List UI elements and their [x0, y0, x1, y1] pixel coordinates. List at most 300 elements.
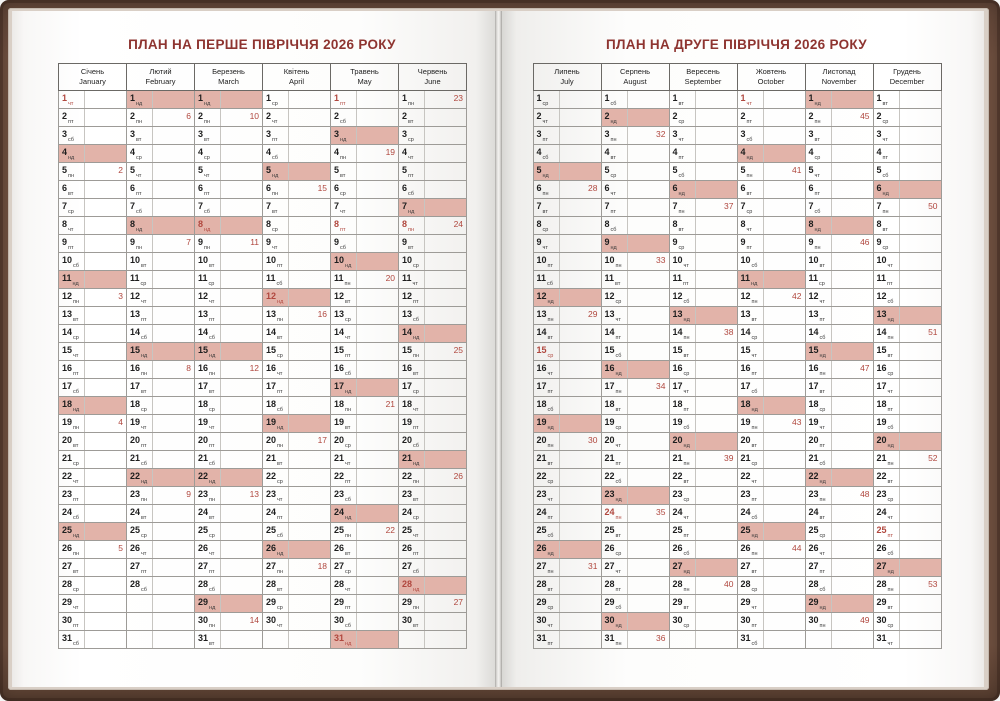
day-cell-july-18: 18сб [533, 397, 559, 415]
day-cell-january-10: 10сб [59, 253, 85, 271]
day-cell-november-20: 20пт [805, 433, 831, 451]
day-cell-september-20: 20нд [669, 433, 695, 451]
notes-cell-may-14 [357, 325, 399, 343]
week-number: 39 [724, 453, 734, 463]
day-cell-march-29: 29нд [195, 595, 221, 613]
day-cell-january-3: 3сб [59, 127, 85, 145]
notes-cell-november-15 [831, 343, 873, 361]
day-cell-september-7: 7пн [669, 199, 695, 217]
day-cell-july-25: 25сб [533, 523, 559, 541]
day-cell-april-18: 18сб [263, 397, 289, 415]
day-cell-november-23: 23пн [805, 487, 831, 505]
notes-cell-june-11 [425, 271, 467, 289]
day-cell-february-25: 25ср [127, 523, 153, 541]
day-cell-july-28: 28вт [533, 577, 559, 595]
notes-cell-january-1 [85, 91, 127, 109]
notes-cell-april-12 [289, 289, 331, 307]
notes-cell-august-10 [627, 253, 669, 271]
day-cell-january-13: 13вт [59, 307, 85, 325]
notes-cell-january-2 [85, 109, 127, 127]
notes-cell-december-3 [899, 127, 941, 145]
day-cell-march-27: 27пт [195, 559, 221, 577]
day-cell-november-25: 25ср [805, 523, 831, 541]
day-cell-august-18: 18вт [601, 397, 627, 415]
day-cell-august-1: 1сб [601, 91, 627, 109]
day-cell-december-27: 27нд [873, 559, 899, 577]
day-cell-january-21: 21ср [59, 451, 85, 469]
notes-cell-august-21 [627, 451, 669, 469]
notes-cell-september-10 [695, 253, 737, 271]
notes-cell-october-28 [763, 577, 805, 595]
notes-cell-january-16 [85, 361, 127, 379]
notes-cell-may-29 [357, 595, 399, 613]
notes-cell-may-30 [357, 613, 399, 631]
day-cell-november-15: 15нд [805, 343, 831, 361]
notes-cell-february-10 [153, 253, 195, 271]
day-cell-may-3: 3нд [331, 127, 357, 145]
day-cell-november-21: 21сб [805, 451, 831, 469]
notes-cell-october-27 [763, 559, 805, 577]
day-cell-june-5: 5пт [399, 163, 425, 181]
day-cell-december-5: 5сб [873, 163, 899, 181]
notes-cell-march-31 [221, 631, 263, 649]
day-cell-september-3: 3чт [669, 127, 695, 145]
notes-cell-january-4 [85, 145, 127, 163]
day-cell-january-27: 27вт [59, 559, 85, 577]
notes-cell-june-17 [425, 379, 467, 397]
notes-cell-august-13 [627, 307, 669, 325]
day-cell-november-9: 9пн [805, 235, 831, 253]
day-cell-january-28: 28ср [59, 577, 85, 595]
notes-cell-january-19 [85, 415, 127, 433]
calendar-table-second-half [533, 63, 942, 649]
day-cell-august-5: 5ср [601, 163, 627, 181]
month-header-september: Вересень September [669, 64, 737, 91]
day-cell-september-14: 14пн [669, 325, 695, 343]
week-number: 41 [792, 165, 802, 175]
day-cell-february-20: 20пт [127, 433, 153, 451]
day-cell-october-18: 18нд [737, 397, 763, 415]
notes-cell-december-27 [899, 559, 941, 577]
notes-cell-july-6 [559, 181, 601, 199]
day-cell-december-7: 7пн [873, 199, 899, 217]
day-cell-may-26: 26вт [331, 541, 357, 559]
day-cell-september-5: 5сб [669, 163, 695, 181]
day-cell-april-3: 3пт [263, 127, 289, 145]
day-cell-march-3: 3вт [195, 127, 221, 145]
notes-cell-february-8 [153, 217, 195, 235]
day-cell-april-19: 19нд [263, 415, 289, 433]
day-cell-january-26: 26пн [59, 541, 85, 559]
week-number: 2 [118, 165, 123, 175]
notes-cell-december-17 [899, 379, 941, 397]
notes-cell-april-26 [289, 541, 331, 559]
day-cell-march-17: 17вт [195, 379, 221, 397]
notes-cell-march-8 [221, 217, 263, 235]
notes-cell-march-6 [221, 181, 263, 199]
week-number: 21 [385, 399, 396, 409]
day-cell-june-27: 27сб [399, 559, 425, 577]
day-cell-may-2: 2сб [331, 109, 357, 127]
notes-cell-june-3 [425, 127, 467, 145]
week-number: 14 [249, 615, 260, 625]
notes-cell-april-27 [289, 559, 331, 577]
notes-cell-december-25 [899, 523, 941, 541]
day-cell-september-30: 30ср [669, 613, 695, 631]
day-cell-september-21: 21пн [669, 451, 695, 469]
notes-cell-february-18 [153, 397, 195, 415]
notes-cell-august-28 [627, 577, 669, 595]
notes-cell-may-11 [357, 271, 399, 289]
notes-cell-october-22 [763, 469, 805, 487]
day-cell-august-27: 27чт [601, 559, 627, 577]
month-header-may: Травень May [331, 64, 399, 91]
day-cell-august-13: 13чт [601, 307, 627, 325]
week-number: 3 [118, 291, 123, 301]
day-cell-september-29: 29вт [669, 595, 695, 613]
notes-cell-december-19 [899, 415, 941, 433]
day-cell-may-15: 15пт [331, 343, 357, 361]
day-cell-february-9: 9пн [127, 235, 153, 253]
notes-cell-may-31 [357, 631, 399, 649]
week-number: 28 [588, 183, 598, 193]
day-cell-june-9: 9вт [399, 235, 425, 253]
notes-cell-december-18 [899, 397, 941, 415]
notes-cell-july-3 [559, 127, 601, 145]
notes-cell-may-13 [357, 307, 399, 325]
notes-cell-october-13 [763, 307, 805, 325]
day-cell-june-10: 10ср [399, 253, 425, 271]
notes-cell-december-13 [899, 307, 941, 325]
notes-cell-april-17 [289, 379, 331, 397]
notes-cell-december-14 [899, 325, 941, 343]
day-cell-april-16: 16чт [263, 361, 289, 379]
day-cell-june-4: 4чт [399, 145, 425, 163]
week-number: 18 [317, 561, 328, 571]
notes-cell-july-23 [559, 487, 601, 505]
notes-cell-august-18 [627, 397, 669, 415]
notes-cell-february-9 [153, 235, 195, 253]
notes-cell-june-21 [425, 451, 467, 469]
notes-cell-december-23 [899, 487, 941, 505]
day-cell-july-9: 9чт [533, 235, 559, 253]
day-cell-december-10: 10чт [873, 253, 899, 271]
notes-cell-september-22 [695, 469, 737, 487]
week-number: 31 [588, 561, 598, 571]
notes-cell-april-9 [289, 235, 331, 253]
empty-cell [127, 631, 153, 649]
notes-cell-september-27 [695, 559, 737, 577]
notes-cell-february-25 [153, 523, 195, 541]
day-cell-december-2: 2ср [873, 109, 899, 127]
day-cell-november-13: 13пт [805, 307, 831, 325]
month-header-november: Листопад November [805, 64, 873, 91]
day-cell-october-31: 31сб [737, 631, 763, 649]
page-title: ПЛАН НА ДРУГЕ ПІВРІЧЧЯ 2026 РОКУ [606, 37, 867, 52]
day-cell-september-4: 4пт [669, 145, 695, 163]
month-header-august: Серпень August [601, 64, 669, 91]
notes-cell-march-16 [221, 361, 263, 379]
notes-cell-october-30 [763, 613, 805, 631]
day-cell-october-3: 3сб [737, 127, 763, 145]
day-cell-november-8: 8нд [805, 217, 831, 235]
day-cell-march-24: 24вт [195, 505, 221, 523]
notes-cell-september-25 [695, 523, 737, 541]
notes-cell-november-5 [831, 163, 873, 181]
week-number: 13 [249, 489, 260, 499]
notes-cell-march-20 [221, 433, 263, 451]
month-header-june: Червень June [399, 64, 467, 91]
day-cell-january-12: 12пн [59, 289, 85, 307]
notes-cell-may-20 [357, 433, 399, 451]
day-cell-october-2: 2пт [737, 109, 763, 127]
notes-cell-november-26 [831, 541, 873, 559]
day-cell-august-22: 22сб [601, 469, 627, 487]
notes-cell-april-13 [289, 307, 331, 325]
notes-cell-december-26 [899, 541, 941, 559]
day-cell-january-22: 22чт [59, 469, 85, 487]
day-cell-july-14: 14вт [533, 325, 559, 343]
week-number: 15 [317, 183, 328, 193]
notes-cell-june-8 [425, 217, 467, 235]
day-cell-december-1: 1вт [873, 91, 899, 109]
week-number: 12 [249, 363, 260, 373]
notes-cell-december-8 [899, 217, 941, 235]
notes-cell-january-6 [85, 181, 127, 199]
notes-cell-june-24 [425, 505, 467, 523]
day-cell-february-27: 27пт [127, 559, 153, 577]
notes-cell-september-7 [695, 199, 737, 217]
day-cell-may-12: 12вт [331, 289, 357, 307]
notes-cell-february-19 [153, 415, 195, 433]
week-number: 47 [860, 363, 870, 373]
day-cell-december-11: 11пт [873, 271, 899, 289]
day-cell-may-18: 18пн [331, 397, 357, 415]
notes-cell-april-7 [289, 199, 331, 217]
day-cell-august-7: 7пт [601, 199, 627, 217]
notes-cell-may-12 [357, 289, 399, 307]
notes-cell-september-4 [695, 145, 737, 163]
notes-cell-april-21 [289, 451, 331, 469]
day-cell-february-12: 12чт [127, 289, 153, 307]
notes-cell-january-14 [85, 325, 127, 343]
notes-cell-december-22 [899, 469, 941, 487]
notes-cell-march-4 [221, 145, 263, 163]
notes-cell-july-20 [559, 433, 601, 451]
day-cell-february-16: 16пн [127, 361, 153, 379]
notes-cell-october-29 [763, 595, 805, 613]
day-cell-october-25: 25нд [737, 523, 763, 541]
notes-cell-august-23 [627, 487, 669, 505]
day-cell-april-8: 8ср [263, 217, 289, 235]
notes-cell-august-6 [627, 181, 669, 199]
notes-cell-june-30 [425, 613, 467, 631]
notes-cell-july-12 [559, 289, 601, 307]
notes-cell-march-2 [221, 109, 263, 127]
notes-cell-august-11 [627, 271, 669, 289]
notes-cell-august-4 [627, 145, 669, 163]
day-cell-february-15: 15нд [127, 343, 153, 361]
notes-cell-november-12 [831, 289, 873, 307]
notes-cell-november-10 [831, 253, 873, 271]
week-number: 26 [453, 471, 464, 481]
notes-cell-february-16 [153, 361, 195, 379]
day-cell-september-27: 27нд [669, 559, 695, 577]
notes-cell-june-20 [425, 433, 467, 451]
notes-cell-february-28 [153, 577, 195, 595]
notes-cell-march-14 [221, 325, 263, 343]
notes-cell-june-16 [425, 361, 467, 379]
day-cell-january-7: 7ср [59, 199, 85, 217]
notes-cell-january-22 [85, 469, 127, 487]
day-cell-may-8: 8пт [331, 217, 357, 235]
notes-cell-september-28 [695, 577, 737, 595]
notes-cell-august-29 [627, 595, 669, 613]
day-cell-september-1: 1вт [669, 91, 695, 109]
day-cell-july-31: 31пт [533, 631, 559, 649]
day-cell-december-26: 26сб [873, 541, 899, 559]
day-cell-december-29: 29вт [873, 595, 899, 613]
day-cell-june-22: 22пн [399, 469, 425, 487]
notes-cell-september-21 [695, 451, 737, 469]
day-cell-january-18: 18нд [59, 397, 85, 415]
week-number: 29 [588, 309, 598, 319]
notes-cell-july-29 [559, 595, 601, 613]
notes-cell-april-29 [289, 595, 331, 613]
day-cell-may-30: 30сб [331, 613, 357, 631]
notes-cell-april-22 [289, 469, 331, 487]
notes-cell-september-1 [695, 91, 737, 109]
day-cell-march-18: 18ср [195, 397, 221, 415]
day-cell-january-4: 4нд [59, 145, 85, 163]
notes-cell-march-1 [221, 91, 263, 109]
notes-cell-september-11 [695, 271, 737, 289]
calendar-table-first-half [58, 63, 467, 649]
day-cell-november-29: 29нд [805, 595, 831, 613]
day-cell-february-5: 5чт [127, 163, 153, 181]
notes-cell-february-20 [153, 433, 195, 451]
day-cell-may-16: 16сб [331, 361, 357, 379]
notes-cell-march-10 [221, 253, 263, 271]
notes-cell-november-22 [831, 469, 873, 487]
notes-cell-february-6 [153, 181, 195, 199]
day-cell-december-24: 24чт [873, 505, 899, 523]
day-cell-october-14: 14ср [737, 325, 763, 343]
day-cell-december-16: 16ср [873, 361, 899, 379]
notes-cell-august-1 [627, 91, 669, 109]
week-number: 45 [860, 111, 870, 121]
day-cell-february-11: 11ср [127, 271, 153, 289]
notes-cell-september-19 [695, 415, 737, 433]
notes-cell-october-3 [763, 127, 805, 145]
day-cell-october-30: 30пт [737, 613, 763, 631]
notes-cell-june-29 [425, 595, 467, 613]
week-number: 46 [860, 237, 870, 247]
day-cell-july-4: 4сб [533, 145, 559, 163]
day-cell-february-1: 1нд [127, 91, 153, 109]
day-cell-august-23: 23нд [601, 487, 627, 505]
week-number: 38 [724, 327, 734, 337]
day-cell-may-31: 31нд [331, 631, 357, 649]
notes-cell-may-6 [357, 181, 399, 199]
day-cell-july-3: 3пт [533, 127, 559, 145]
day-cell-march-7: 7сб [195, 199, 221, 217]
notes-cell-february-4 [153, 145, 195, 163]
day-cell-october-7: 7ср [737, 199, 763, 217]
notes-cell-july-26 [559, 541, 601, 559]
day-cell-march-21: 21сб [195, 451, 221, 469]
notes-cell-october-9 [763, 235, 805, 253]
notes-cell-july-28 [559, 577, 601, 595]
day-cell-january-20: 20вт [59, 433, 85, 451]
day-cell-february-4: 4ср [127, 145, 153, 163]
week-number: 23 [453, 93, 464, 103]
day-cell-september-10: 10чт [669, 253, 695, 271]
day-cell-march-13: 13пт [195, 307, 221, 325]
notes-cell-october-15 [763, 343, 805, 361]
day-cell-november-16: 16пн [805, 361, 831, 379]
day-cell-april-15: 15ср [263, 343, 289, 361]
notes-cell-november-24 [831, 505, 873, 523]
day-cell-november-24: 24вт [805, 505, 831, 523]
day-cell-february-3: 3вт [127, 127, 153, 145]
notes-cell-march-17 [221, 379, 263, 397]
notes-cell-september-26 [695, 541, 737, 559]
day-cell-march-23: 23пн [195, 487, 221, 505]
day-cell-march-16: 16пн [195, 361, 221, 379]
day-cell-april-6: 6пн [263, 181, 289, 199]
notes-cell-march-13 [221, 307, 263, 325]
day-cell-july-19: 19нд [533, 415, 559, 433]
notes-cell-october-11 [763, 271, 805, 289]
notes-cell-august-3 [627, 127, 669, 145]
day-cell-october-4: 4нд [737, 145, 763, 163]
notes-cell-august-20 [627, 433, 669, 451]
notes-cell-august-14 [627, 325, 669, 343]
notes-cell-july-16 [559, 361, 601, 379]
notes-cell-august-27 [627, 559, 669, 577]
notes-cell-december-5 [899, 163, 941, 181]
day-cell-august-4: 4вт [601, 145, 627, 163]
notes-cell-december-9 [899, 235, 941, 253]
day-cell-november-4: 4ср [805, 145, 831, 163]
week-number: 37 [724, 201, 734, 211]
week-number: 53 [928, 579, 938, 589]
notes-cell-april-15 [289, 343, 331, 361]
day-cell-april-21: 21вт [263, 451, 289, 469]
notes-cell-september-2 [695, 109, 737, 127]
notes-cell-may-26 [357, 541, 399, 559]
day-cell-june-25: 25чт [399, 523, 425, 541]
notes-cell-march-5 [221, 163, 263, 181]
day-cell-december-4: 4пт [873, 145, 899, 163]
week-number: 48 [860, 489, 870, 499]
day-cell-may-24: 24нд [331, 505, 357, 523]
notes-cell-december-11 [899, 271, 941, 289]
day-cell-september-8: 8вт [669, 217, 695, 235]
day-cell-december-25: 25пт [873, 523, 899, 541]
empty-cell [805, 631, 831, 649]
notes-cell-november-13 [831, 307, 873, 325]
day-cell-april-26: 26нд [263, 541, 289, 559]
right-page [502, 11, 985, 687]
notes-cell-march-12 [221, 289, 263, 307]
day-cell-december-12: 12сб [873, 289, 899, 307]
notes-cell-january-11 [85, 271, 127, 289]
notes-cell-may-15 [357, 343, 399, 361]
day-cell-january-8: 8чт [59, 217, 85, 235]
notes-cell-july-27 [559, 559, 601, 577]
